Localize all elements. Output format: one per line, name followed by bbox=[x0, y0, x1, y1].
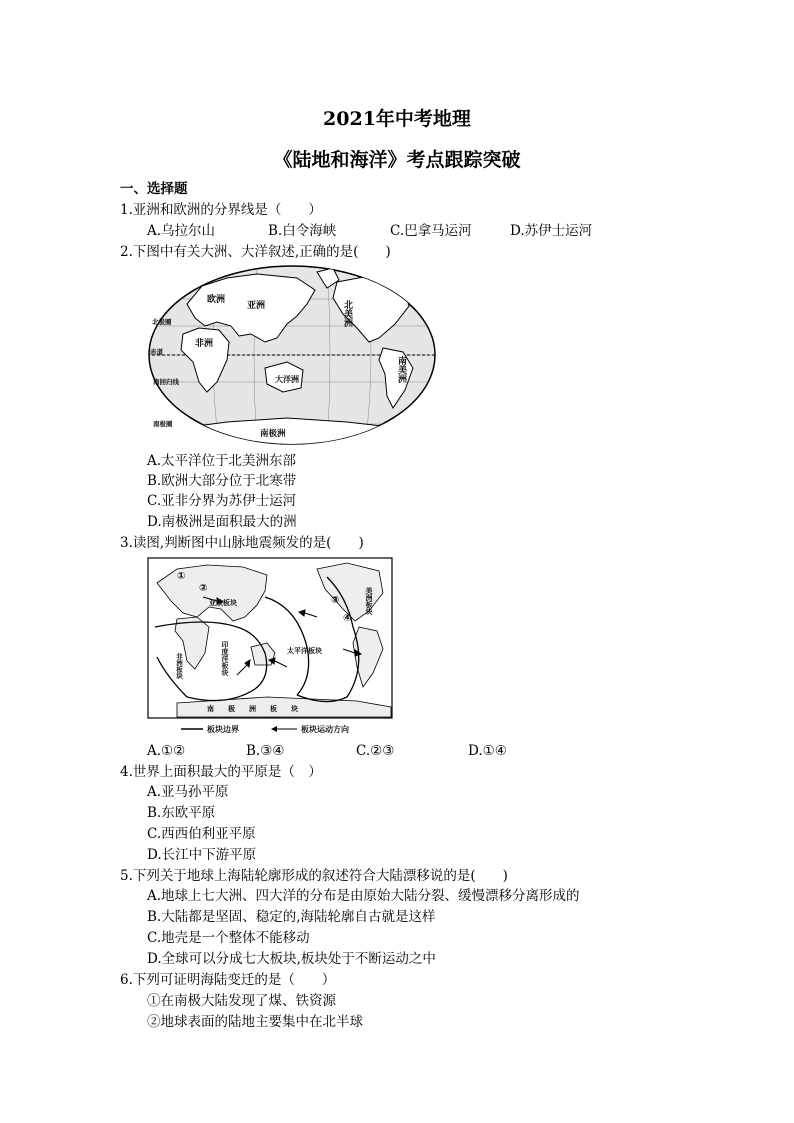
question-4-stem: 4.世界上面积最大的平原是（ ） bbox=[120, 764, 322, 780]
map1-label-arctic-circle: 北极圈 bbox=[152, 318, 172, 326]
legend-motion-label: 板块运动方向 bbox=[301, 725, 349, 734]
q4-option-d: D.长江中下游平原 bbox=[147, 847, 257, 863]
document-title: 2021年中考地理 bbox=[323, 108, 471, 130]
map2-marker-1: ① bbox=[177, 571, 186, 582]
q2-option-b: B.欧洲大部分位于北寒带 bbox=[147, 473, 297, 489]
map1-label-south-america: 南美洲 bbox=[396, 356, 406, 383]
map1-label-africa: 非洲 bbox=[195, 339, 214, 349]
q2-option-a: A.太平洋位于北美洲东部 bbox=[147, 453, 297, 469]
q1-option-d: D.苏伊士运河 bbox=[510, 223, 593, 239]
q1-option-c: C.巴拿马运河 bbox=[390, 223, 472, 239]
plate-tectonics-map bbox=[147, 557, 395, 737]
map2-label-indian-plate: 印度洋板块 bbox=[221, 641, 229, 676]
question-5-stem: 5.下列关于地球上海陆轮廓形成的叙述符合大陆漂移说的是( ) bbox=[120, 868, 508, 884]
q5-option-d: D.全球可以分成七大板块,板块处于不断运动之中 bbox=[147, 951, 436, 967]
question-3-stem: 3.读图,判断图中山脉地震频发的是( ) bbox=[120, 535, 364, 551]
map2-label-american-plate: 美洲板块 bbox=[365, 587, 373, 615]
q2-option-d: D.南极洲是面积最大的洲 bbox=[147, 514, 297, 530]
q6-statement-1: ①在南极大陆发现了煤、铁资源 bbox=[147, 993, 336, 1009]
document-subtitle: 《陆地和海洋》考点跟踪突破 bbox=[273, 149, 521, 171]
q4-option-c: C.西西伯利亚平原 bbox=[147, 826, 256, 842]
section-heading: 一、选择题 bbox=[120, 181, 188, 197]
q5-option-b: B.大陆都是坚固、稳定的,海陆轮廓自古就是这样 bbox=[147, 909, 436, 925]
question-1-stem: 1.亚洲和欧洲的分界线是（ ） bbox=[120, 202, 322, 218]
map2-marker-4: ④ bbox=[343, 613, 352, 624]
map2-label-pacific-plate: 太平洋板块 bbox=[287, 647, 322, 655]
q3-option-b: B.③④ bbox=[246, 743, 285, 759]
map2-label-antarctic-plate: 南极洲板块 bbox=[207, 705, 312, 713]
map1-label-north-america: 北美洲 bbox=[342, 300, 352, 327]
map2-label-african-plate: 非洲板块 bbox=[175, 653, 183, 679]
q5-option-c: C.地壳是一个整体不能移动 bbox=[147, 930, 310, 946]
map1-label-europe: 欧洲 bbox=[207, 295, 226, 305]
q5-option-a: A.地球上七大洲、四大洋的分布是由原始大陆分裂、缓慢漂移分离形成的 bbox=[147, 888, 580, 904]
q4-option-b: B.东欧平原 bbox=[147, 805, 216, 821]
map1-label-antarctica: 南极洲 bbox=[260, 429, 286, 439]
question-6-stem: 6.下列可证明海陆变迁的是（ ） bbox=[120, 972, 336, 988]
map1-label-oceania: 大洋洲 bbox=[275, 375, 299, 384]
map1-label-equator: 赤道 bbox=[150, 348, 163, 356]
question-2-stem: 2.下图中有关大洲、大洋叙述,正确的是( ) bbox=[120, 244, 391, 260]
map2-label-eurasian-plate: 亚欧板块 bbox=[209, 599, 237, 607]
q4-option-a: A.亚马孙平原 bbox=[147, 784, 229, 800]
map2-marker-3: ③ bbox=[331, 595, 340, 606]
q3-option-c: C.②③ bbox=[356, 743, 395, 759]
map1-label-antarctic-circle: 南极圈 bbox=[153, 420, 173, 428]
map2-marker-2: ② bbox=[199, 583, 208, 594]
legend-boundary-label: 板块边界 bbox=[207, 725, 239, 734]
map1-label-asia: 亚洲 bbox=[247, 301, 266, 311]
q1-option-a: A.乌拉尔山 bbox=[147, 223, 216, 239]
legend-arrow-icon bbox=[271, 726, 277, 732]
q1-option-b: B.白令海峡 bbox=[268, 223, 337, 239]
q6-statement-2: ②地球表面的陆地主要集中在北半球 bbox=[147, 1014, 363, 1030]
q2-option-c: C.亚非分界为苏伊士运河 bbox=[147, 493, 297, 509]
map1-label-tropic-south: 南回归线 bbox=[153, 378, 179, 386]
q3-option-a: A.①② bbox=[147, 743, 186, 759]
world-continents-map bbox=[147, 264, 437, 446]
q3-option-d: D.①④ bbox=[468, 743, 507, 759]
